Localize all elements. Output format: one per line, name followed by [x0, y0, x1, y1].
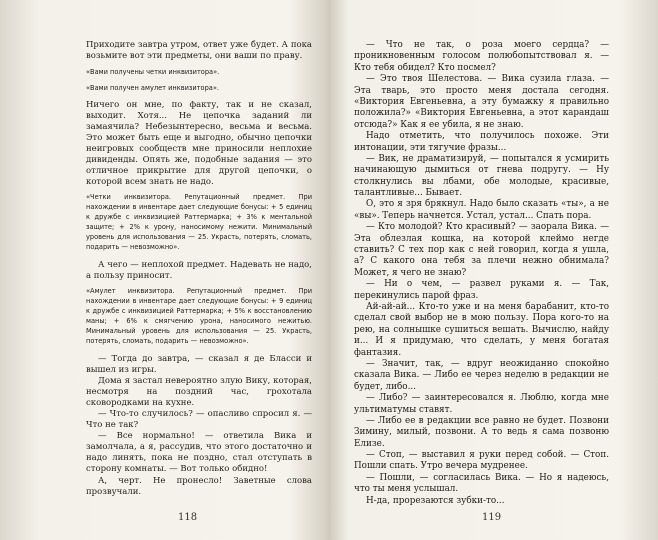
body-paragraph: Ай-ай-ай... Кто-то уже и на меня барабанит, кто-то сделал свой выбор не в мою пользу. Пора кого-то на рею, на солнышке сушиться вешать. Вычислю, найду и... И я придумаю, что сделать, у меня богатая фантазия.: [354, 301, 609, 358]
body-paragraph: — Либо? — заинтересовался я. Люблю, когда мне ультиматумы ставят.: [354, 393, 609, 415]
body-paragraph: — Ни о чем, — развел руками я. — Так, перекинулись парой фраз.: [354, 279, 609, 301]
body-paragraph: Приходите завтра утром, ответ уже будет. А пока возьмите вот эти предметы, они ваши по праву.: [86, 40, 312, 62]
body-paragraph: О, это я зря брякнул. Надо было сказать «ты», а не «вы». Теперь начнется. Устал, устал... Спать пора.: [354, 199, 609, 221]
left-page-number: 118: [178, 512, 198, 523]
body-paragraph: Ничего он мне, по факту, так и не сказал, выходит. Хотя... Не цепочка заданий ли замаячила? Небезынтересно, весьма и весьма. Это может быть еще и выгодно, обычно цепочки неигровых сообществ мне приносили неплохие дивиденды. Опять же, подобные задания — это отличное прикрытие для другой цепочки, о которой всем знать не надо.: [86, 100, 312, 188]
body-paragraph: Н-да, прорезаются зубки-то...: [366, 495, 505, 506]
body-paragraph: — Вик, не драматизируй, — попытался я усмирить начинающую дымиться от гнева подругу. — Ну столкнулись вы лбами, обе молодые, красивые, талантливые... Бывает.: [354, 153, 609, 199]
body-paragraph: А, черт. Не пронесло! Заветные слова прозвучали.: [86, 475, 312, 497]
body-paragraph: — Кто молодой? Кто красивый? — заорала Вика. — Эта облезлая кошка, на которой клеймо негде ставить? С тех пор как с ней говорил, когда я ушла, а? С какого она тебя за плечи нежно обнимала? Может, я чего не знаю?: [354, 222, 609, 278]
body-paragraph: — Либо ее в редакции все равно не будет. Позвони Зимину, милый, позвони. А то ведь я сама позвоню Елизе.: [354, 415, 609, 449]
body-paragraph: Дома я застал невероятно злую Вику, которая, несмотря на поздний час, грохотала сковородками на кухне.: [86, 376, 312, 409]
right-page-text: [354, 40, 609, 507]
body-paragraph: — Тогда до завтра, — сказал я де Бласси и вышел из игры.: [86, 354, 312, 376]
body-paragraph: А чего — неплохой предмет. Надевать не надо, а пользу приносит.: [86, 260, 312, 282]
body-paragraph: — Стоп, — выставил я руки перед собой. — Стоп. Пошли спать. Утро вечера мудренее.: [354, 450, 609, 472]
right-page: [329, 0, 658, 540]
system-message: «Четки инквизитора. Репутационный предмет. При нахождении в инвентаре дает следующие бонусы: + 5 единиц к дружбе с инквизицией Раттермарка; + 3% к ментальной защите; + 2% к урону, наносимому нежити. Минимальный уровень для использования — 25. Украсть, потерять, сломать, подарить — невозможно».: [86, 193, 312, 252]
system-message: «Вами получены четки инквизитора».: [86, 68, 220, 77]
right-page-number: 119: [482, 512, 502, 523]
left-page-text: [86, 40, 312, 498]
body-paragraph: — Пошли, — согласилась Вика. — Но я надеюсь, что ты меня услышал.: [354, 472, 609, 495]
system-message: «Амулет инквизитора. Репутационный предмет. При нахождении в инвентаре дает следующие бонусы: + 9 единиц к дружбе с инквизицией Раттермарка; + 5% к восстановлению маны; + 6% к смягчению урона, наносимого нежитью. Минимальный уровень для использования — 25. Украсть, потерять, сломать, подарить — невозможно».: [86, 287, 312, 346]
body-paragraph: — Все нормально! — ответила Вика и замолчала, а я, рассудив, что этого достаточно и надо линять, пока не поздно, стал отступать в сторону комнаты. — Вот только обидно!: [86, 431, 312, 475]
body-paragraph: — Значит, так, — вдруг неожиданно спокойно сказала Вика. — Либо ее через неделю в редакции не будет, либо...: [354, 358, 609, 392]
body-paragraph: — Что-то случилось? — опасливо спросил я. — Что не так?: [86, 409, 312, 431]
body-paragraph: — Что не так, о роза моего сердца? — проникновенным голосом полюбопытствовал я. — Кто тебя обидел? Кто посмел?: [354, 40, 609, 73]
body-paragraph: — Это твоя Шелестова. — Вика сузила глаза. — Эта тварь, это просто меня достала сегодня. «Виктория Евгеньевна, а эту бумажку я правильно положила?» «Виктория Евгеньевна, а этот карандаш отсюда?» Как я ее убила, я не знаю.: [354, 74, 609, 130]
body-paragraph: Надо отметить, что получилось похоже. Эти интонации, эти тягучие фразы...: [354, 131, 609, 153]
system-message: «Вами получен амулет инквизитора».: [86, 84, 219, 93]
